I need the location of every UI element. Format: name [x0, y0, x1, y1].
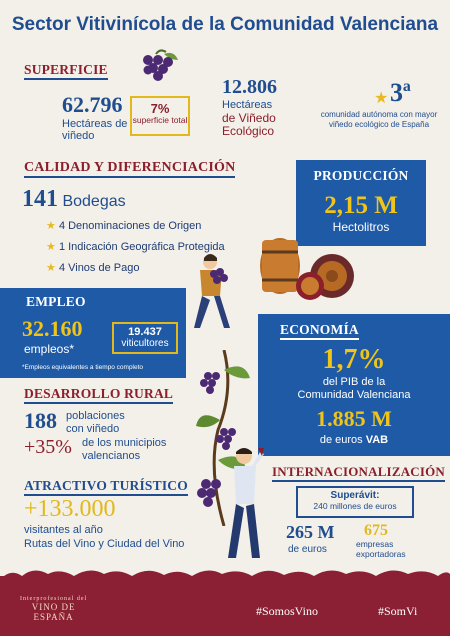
produccion-heading: PRODUCCIÓN [313, 168, 409, 183]
page-title: Sector Vitivinícola de la Comunidad Valenciana [11, 14, 439, 35]
footer [0, 576, 450, 636]
economia-heading: ECONOMÍA [280, 322, 359, 338]
vinedo-ecologico-stat [222, 76, 312, 139]
man-drinking-wine-illustration [214, 446, 266, 560]
hectareas-label: Hectáreas de viñedo [62, 118, 128, 143]
star-icon: ★ [46, 241, 56, 253]
municipios-label: de los municipios valencianos [82, 437, 167, 462]
calidad-heading: CALIDAD Y DIFERENCIACIÓN [24, 160, 235, 176]
list-item: ★ 4 Denominaciones de Origen [46, 220, 202, 232]
empresas-value: 675 [364, 522, 388, 539]
star-icon: ★ [46, 262, 56, 274]
grape-bunch-icon [134, 48, 182, 88]
rank-label: comunidad autónoma con mayor viñedo ecológico de España [320, 110, 438, 129]
hectareas-value: 62.796 [62, 92, 123, 117]
empleo-heading: EMPLEO [26, 294, 86, 309]
produccion-panel [296, 160, 426, 246]
pib-label: del PIB de la Comunidad Valenciana [297, 376, 411, 402]
rank-value: 3ª [390, 78, 411, 107]
vab-label: de euros VAB [319, 434, 389, 446]
hectareas-vinedo-stat [62, 92, 132, 142]
empleo-label: empleos* [24, 342, 75, 356]
internacional-heading: INTERNACIONALIZACIÓN [272, 464, 445, 480]
export-value: 265 M [286, 522, 335, 542]
percent-value: 7% [150, 101, 170, 116]
empresas-label: empresas exportadoras [356, 539, 406, 559]
poblaciones-label: poblaciones con viñedo [66, 410, 125, 435]
wine-barrels-illustration [240, 236, 360, 300]
eco-label-1: Hectáreas [222, 99, 273, 111]
produccion-unit: Hectolitros [332, 220, 390, 234]
bodegas-value: 141 [22, 186, 58, 212]
superavit-label: Superávit: [330, 490, 380, 501]
desarrollo-heading: DESARROLLO RURAL [24, 386, 173, 402]
viticultores-value: 19.437 [128, 326, 162, 338]
hashtag-somvi: #SomVi [378, 604, 418, 618]
pib-value: 1,7% [322, 344, 386, 375]
bodegas-label: Bodegas [62, 193, 126, 210]
list-item: ★ 4 Vinos de Pago [46, 262, 140, 274]
empleo-value: 32.160 [22, 316, 83, 341]
produccion-value: 2,15 M [324, 192, 398, 219]
eco-value: 12.806 [222, 76, 277, 98]
bodegas-stat [22, 186, 126, 213]
vab-value: 1.885 M [316, 406, 392, 431]
superficie-percent-box [130, 96, 190, 136]
star-icon: ★ [46, 220, 56, 232]
empleo-note: *Empleos equivalentes a tiempo completo [22, 364, 144, 371]
superficie-heading: SUPERFICIE [24, 62, 108, 78]
empleo-panel [0, 288, 186, 378]
turismo-heading: ATRACTIVO TURÍSTICO [24, 478, 188, 494]
superavit-value: 240 millones de euros [313, 501, 397, 511]
worker-carrying-grapes-illustration [184, 252, 240, 332]
percent-label: superficie total [132, 115, 188, 125]
eco-label-3: Ecológico [222, 124, 275, 139]
poblaciones-value: 188 [24, 408, 57, 433]
list-item: ★ 1 Indicación Geográfica Protegida [46, 241, 225, 253]
hashtag-somosvino: #SomosVino [256, 604, 318, 618]
economia-panel [258, 314, 450, 456]
star-icon: ★ [374, 90, 389, 107]
export-label: de euros [288, 544, 327, 555]
turismo-value: +133.000 [24, 496, 116, 522]
ive-logo: Interprofesional del VINO DE ESPAÑA [20, 596, 88, 622]
turismo-label: visitantes al año Rutas del Vino y Ciudad del Vino [24, 524, 185, 550]
viticultores-label: viticultores [121, 338, 169, 349]
eco-label-2: de Viñedo [222, 110, 276, 125]
viticultores-box [112, 322, 178, 354]
municipios-value: +35% [24, 436, 72, 458]
superavit-box [296, 486, 414, 518]
